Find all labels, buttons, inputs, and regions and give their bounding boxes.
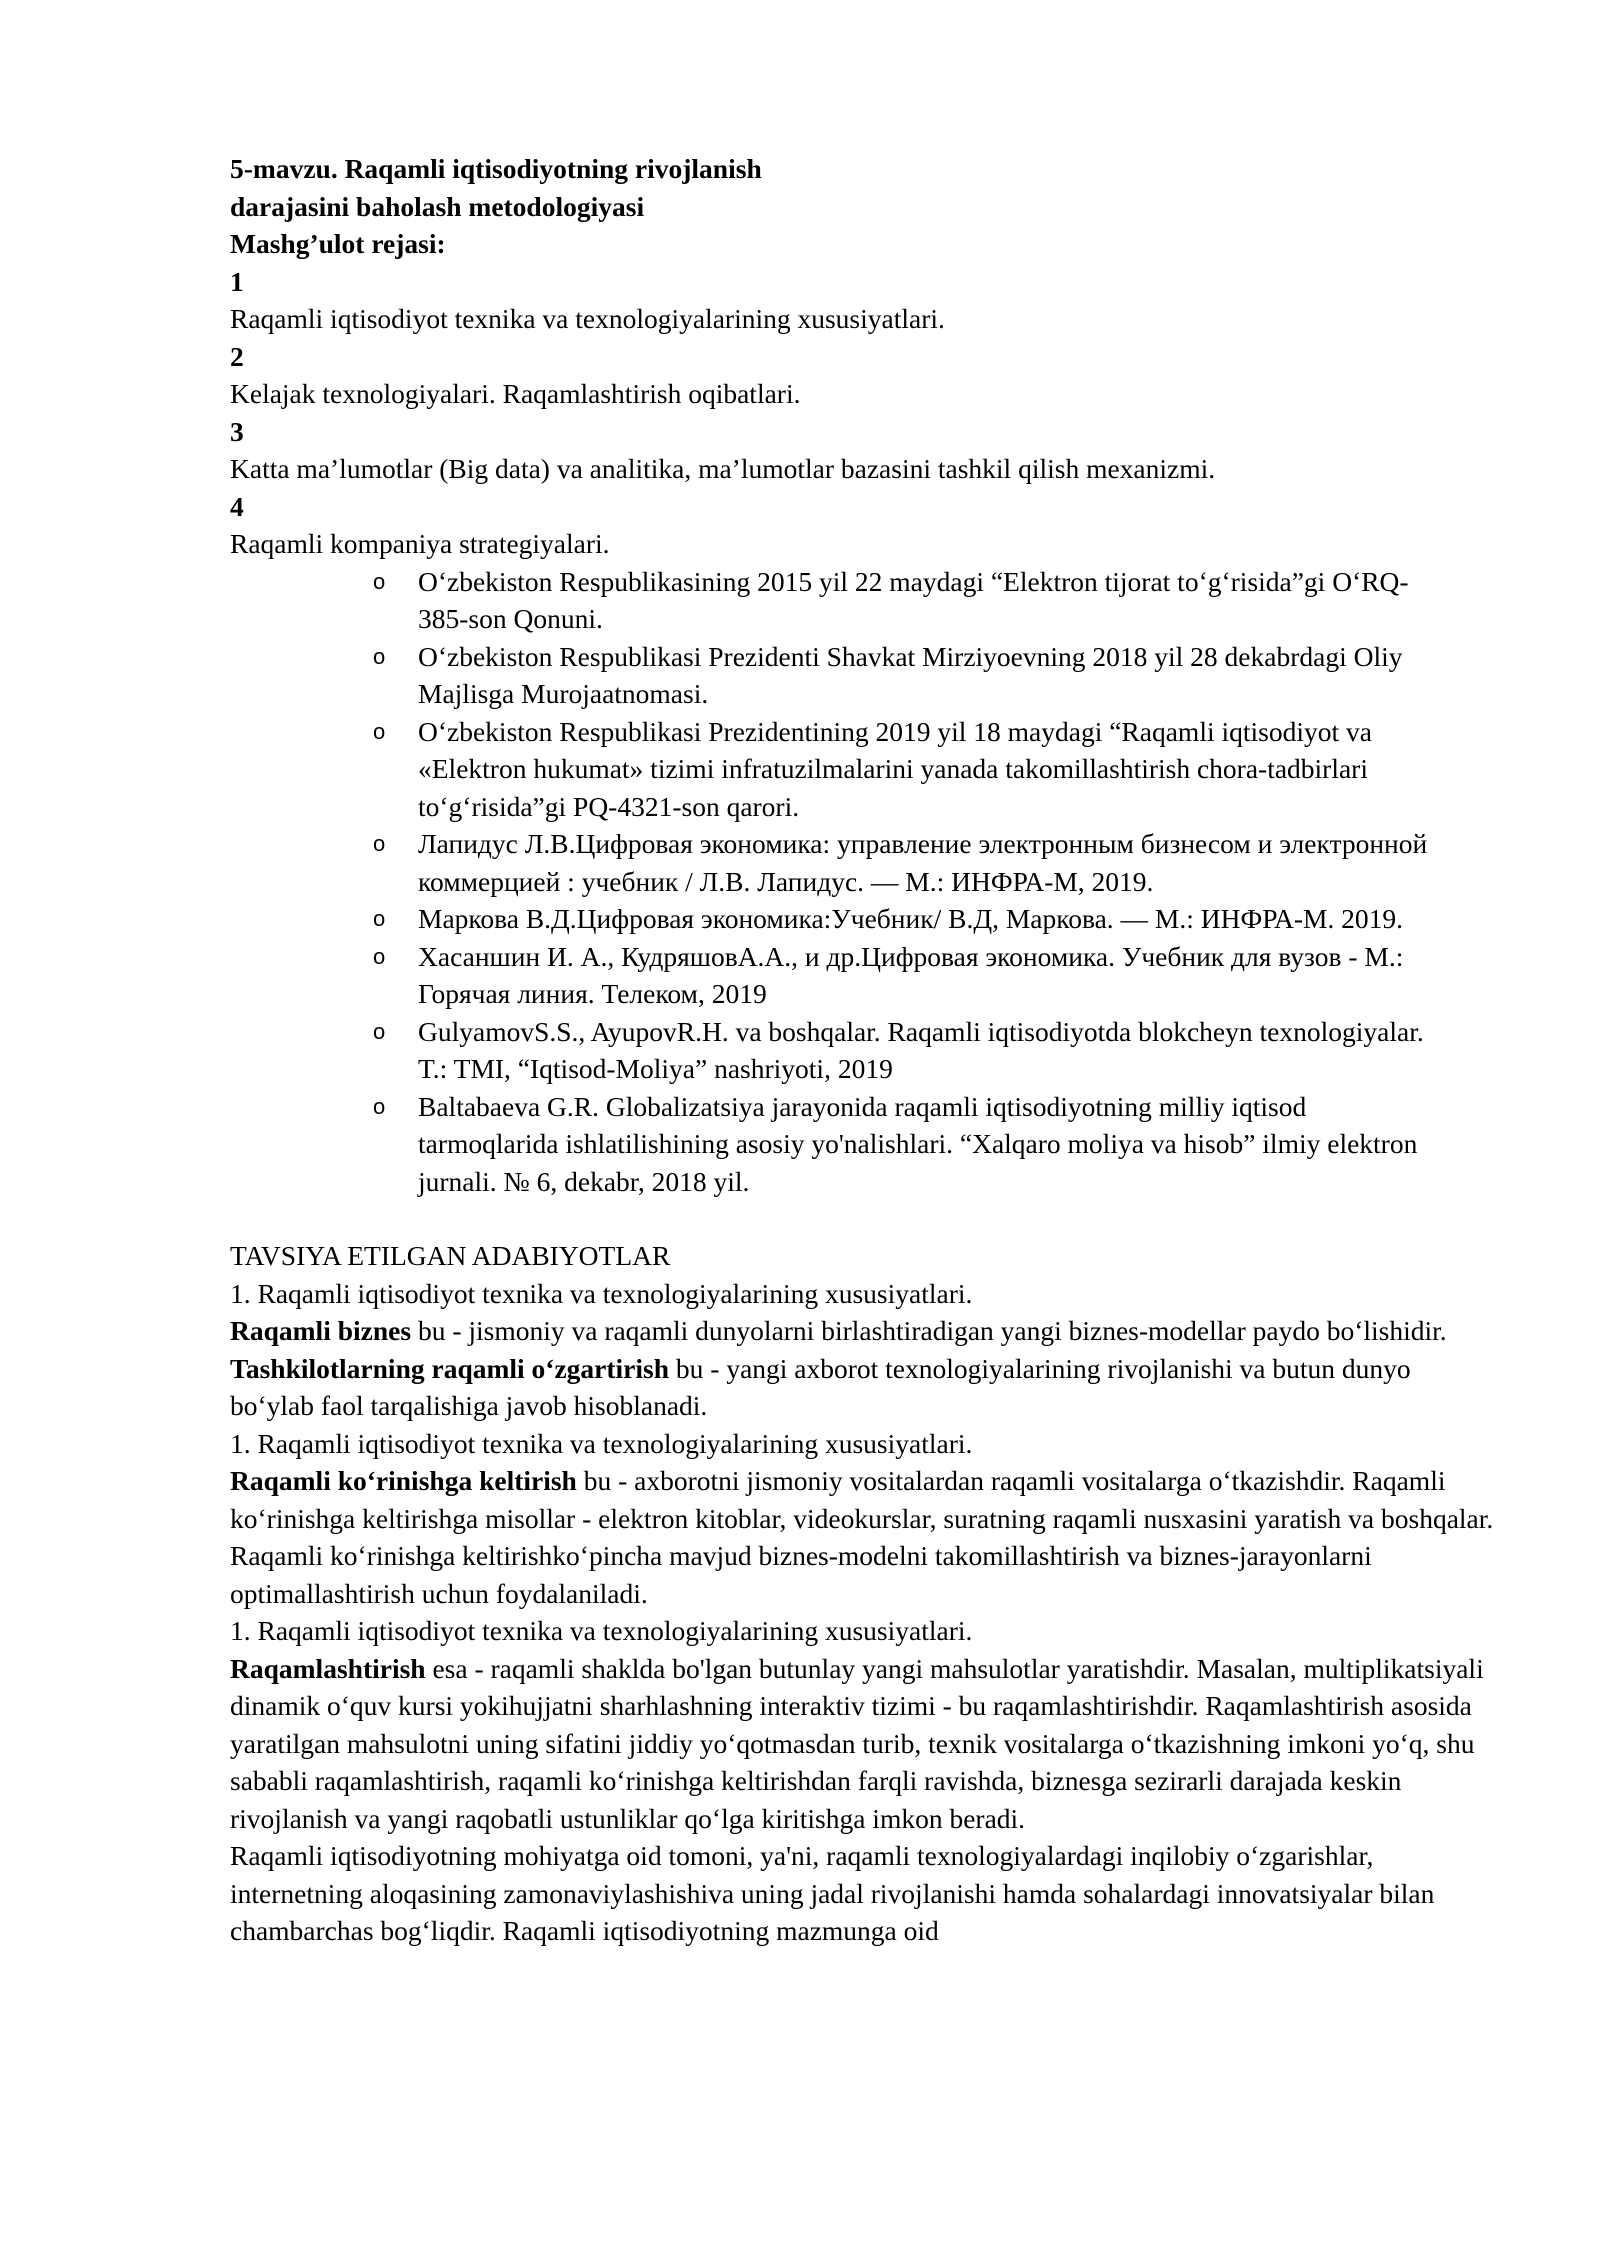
title-line-1: 5-mavzu. Raqamli iqtisodiyotning rivojlanish xyxy=(230,153,762,184)
plan-item: Katta ma’lumotlar (Big data) va analitika, ma’lumotlar bazasini tashkil qilish mexanizmi. xyxy=(230,453,1216,484)
definition-text: bu - axborotni jismoniy vositalardan raqamli vositalarga o‘tkazishdir. Raqamli ko‘rinishga keltirishga misollar - elektron kitoblar, videokurslar, suratning raqamli nusxasini yaratish va boshqalar. xyxy=(230,1465,1494,1534)
document-page xyxy=(230,150,1500,1950)
spacer xyxy=(230,1200,1500,1237)
reference-text: O‘zbekiston Respublikasining 2015 yil 22 maydagi “Elektron tijorat to‘g‘risida”gi O‘RQ-385-son Qonuni. xyxy=(418,565,1409,634)
bullet-marker: o xyxy=(373,943,386,969)
reference-text: Хасаншин И. А., КудряшовА.А., и др.Цифровая экономика. Учебник для вузов - М.: Горячая линия. Телеком, 2019 xyxy=(418,940,1404,1009)
section-heading: 1. Raqamli iqtisodiyot texnika va texnologiyalarining xususiyatlari. xyxy=(230,1277,973,1309)
reference-item xyxy=(373,1088,1453,1201)
paragraph-digitization-use: Raqamli ko‘rinishga keltirishko‘pincha mavjud biznes-modelni takomillashtirish va biznes-jarayonlarni optimallashtirish uchun foydalaniladi. xyxy=(230,1540,1372,1609)
definition-text: esa - raqamli shaklda bo'lgan butunlay yangi mahsulotlar yaratishdir. Masalan, multiplikatsiyali dinamik o‘quv kursi yokihujjatni sharhlashning interaktiv tizimi - bu raqamlashtirishdir. Raqamlashtirish asosida yaratilgan mahsulotni uning sifatini jiddiy yo‘qotmasdan turib, texnik vositalarga o‘tkazishning imkoni yo‘q, shu sababli raqamlashtirish, raqamli ko‘rinishga keltirishdan farqli ravishda, biznesga sezirarli darajada keskin rivojlanish va yangi raqobatli ustunliklar qo‘lga kiritishga imkon beradi. xyxy=(230,1652,1484,1834)
paragraph-digital-economy-essence: Raqamli iqtisodiyotning mohiyatga oid tomoni, ya'ni, raqamli texnologiyalardagi inqilobiy o‘zgarishlar, internetning aloqasining zamonaviylashishiva uning jadal rivojlanishi hamda sohalardagi innovatsiyalar bilan chambarchas bog‘liqdir. Raqamli iqtisodiyotning mazmunga oid xyxy=(230,1840,1435,1946)
bullet-marker: o xyxy=(373,831,386,856)
plan-item: Kelajak texnologiyalari. Raqamlashtirish oqibatlari. xyxy=(230,378,801,409)
plan-item: Raqamli iqtisodiyot texnika va texnologiyalarining xususiyatlari. xyxy=(230,303,945,334)
reference-item xyxy=(373,938,1453,1013)
paragraph-digitalization xyxy=(230,1650,1500,1838)
section-heading: 1. Raqamli iqtisodiyot texnika va texnologiyalarining xususiyatlari. xyxy=(230,1427,973,1459)
term-digital-transformation: Tashkilotlarning raqamli o‘zgartirish xyxy=(230,1352,670,1384)
reference-list xyxy=(230,563,1453,1201)
plan-number: 4 xyxy=(230,490,244,522)
plan-number: 1 xyxy=(230,265,244,297)
plan-number: 3 xyxy=(230,415,244,447)
paragraph-digital-transformation xyxy=(230,1350,1500,1425)
plan-number: 2 xyxy=(230,340,244,372)
recommended-heading: TAVSIYA ETILGAN ADABIYOTLAR xyxy=(230,1240,671,1271)
reference-item xyxy=(373,713,1453,826)
term-digitization: Raqamli ko‘rinishga keltirish xyxy=(230,1465,577,1496)
reference-text: GulyamovS.S., AyupovR.H. va boshqalar. Raqamli iqtisodiyotda blokcheyn texnologiyalar. T.: TMI, “Iqtisod-Moliya” nashriyoti, 2019 xyxy=(418,1015,1424,1084)
term-digitalization: Raqamlashtirish xyxy=(230,1652,426,1684)
reference-item xyxy=(373,825,1453,900)
reference-text: Baltabaeva G.R. Globalizatsiya jarayonida raqamli iqtisodiyotning milliy iqtisod tarmoqlarida ishlatilishining asosiy yo'nalishlari. “Xalqaro moliya va hisob” ilmiy elektron jurnali. № 6, dekabr, 2018 yil. xyxy=(418,1090,1418,1197)
reference-text: O‘zbekiston Respublikasi Prezidentining 2019 yil 18 maydagi “Raqamli iqtisodiyot va «Elektron hukumat» tizimi infratuzilmalarini yanada takomillashtirish chora-tadbirlari to‘g‘risida”gi PQ-4321-son qarori. xyxy=(418,715,1372,822)
section-heading: 1. Raqamli iqtisodiyot texnika va texnologiyalarining xususiyatlari. xyxy=(230,1615,973,1646)
definition-text: bu - jismoniy va raqamli dunyolarni birlashtiradigan yangi biznes-modellar paydo bo‘lishidir. xyxy=(411,1315,1447,1346)
term-digital-business: Raqamli biznes xyxy=(230,1315,412,1346)
title-line-2: darajasini baholash metodologiyasi xyxy=(230,190,645,222)
bullet-marker: o xyxy=(373,1018,386,1044)
reference-text: Маркова В.Д.Цифровая экономика:Учебник/ В.Д, Маркова. — М.: ИНФРА-М. 2019. xyxy=(418,903,1404,934)
bullet-marker: o xyxy=(373,718,386,744)
reference-item xyxy=(373,563,1453,638)
document-title xyxy=(230,150,1500,225)
bullet-marker: o xyxy=(373,568,386,594)
reference-text: O‘zbekiston Respublikasi Prezidenti Shavkat Mirziyoevning 2018 yil 28 dekabrdagi Oliy Majlisga Murojaatnomasi. xyxy=(418,640,1403,709)
definition-text: bu - yangi axborot texnologiyalarining rivojlanishi va butun dunyo bo‘ylab faol tarqalishiga javob hisoblanadi. xyxy=(230,1352,1411,1421)
plan-list xyxy=(230,263,1500,563)
bullet-marker: o xyxy=(373,1093,386,1119)
plan-item: Raqamli kompaniya strategiyalari. xyxy=(230,528,610,559)
plan-heading: Mashg’ulot rejasi: xyxy=(230,228,446,259)
bullet-marker: o xyxy=(373,643,386,669)
reference-text: Лапидус Л.В.Цифровая экономика: управление электронным бизнесом и электронной коммерцией : учебник / Л.В. Лапидус. — М.: ИНФРА-М, 2019. xyxy=(418,828,1428,897)
reference-item xyxy=(373,1013,1453,1088)
bullet-marker: o xyxy=(373,906,386,931)
reference-item xyxy=(373,638,1453,713)
reference-item xyxy=(373,900,1453,938)
paragraph-digitization xyxy=(230,1462,1500,1537)
paragraph-digital-business xyxy=(230,1312,1500,1350)
